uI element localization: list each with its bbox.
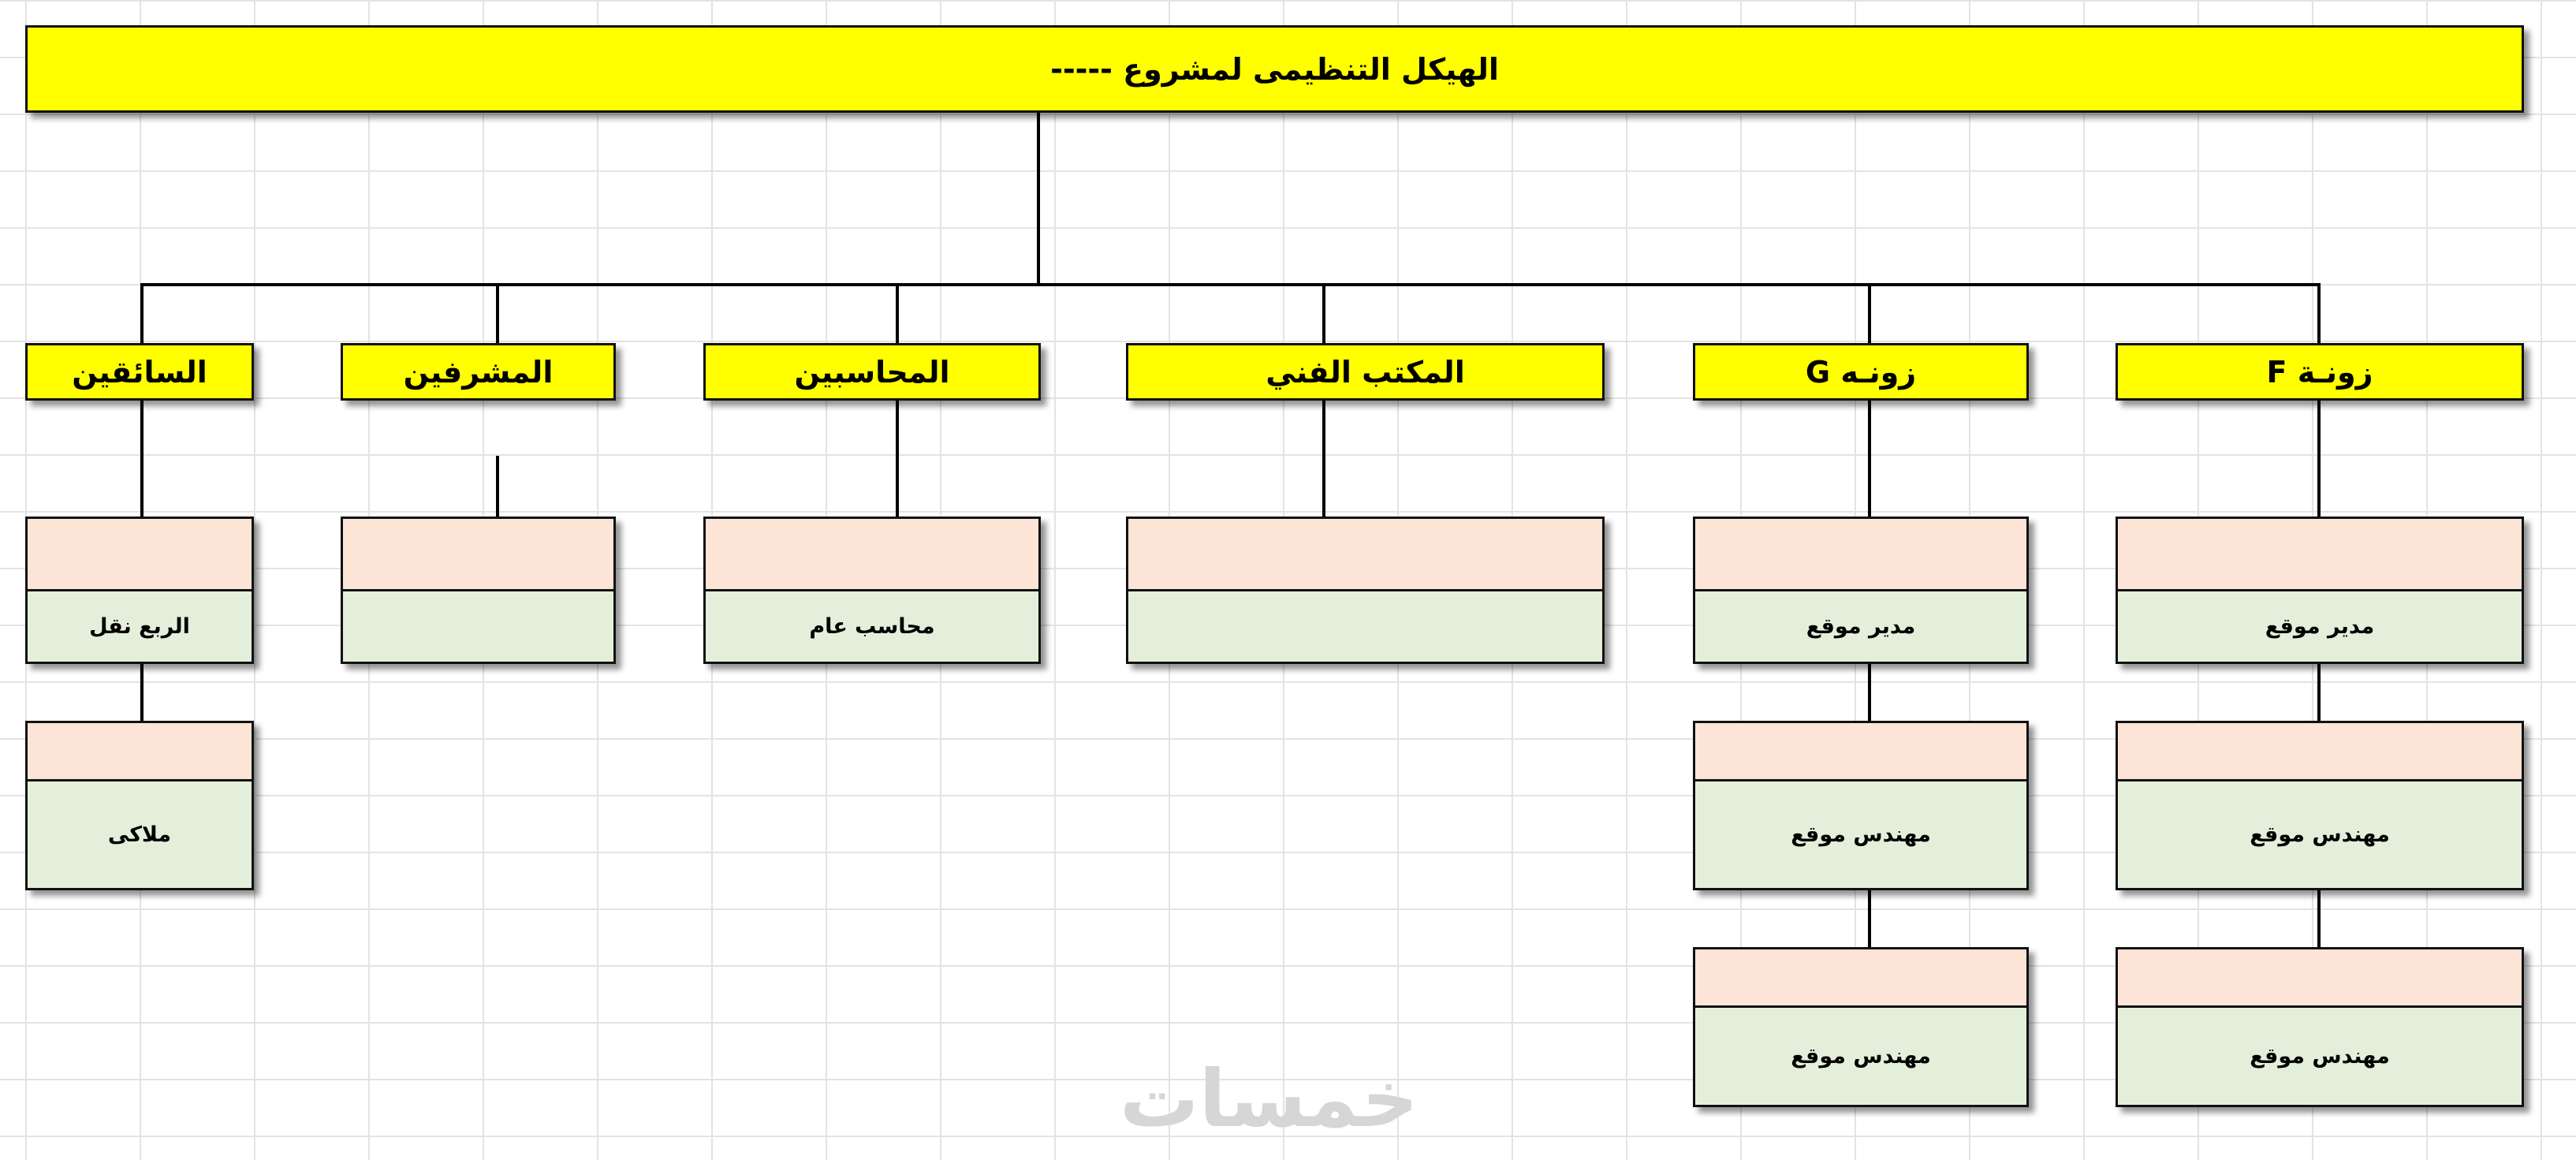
connector-line — [2317, 889, 2321, 947]
position-box — [1693, 947, 2029, 1107]
position-label: مهندس موقع — [1791, 1044, 1931, 1069]
position-box — [1693, 517, 2029, 664]
position-label: مهندس موقع — [2250, 822, 2390, 847]
position-label: محاسب عام — [809, 614, 935, 639]
connector-line — [2317, 283, 2321, 343]
position-box — [25, 517, 254, 664]
position-label: مدير موقع — [1806, 614, 1916, 639]
position-label — [1128, 591, 1602, 662]
department-header-zone-f: زونـة F — [2116, 343, 2524, 401]
department-header-zone-g: زونـه G — [1693, 343, 2029, 401]
position-label: مهندس موقع — [1791, 822, 1931, 847]
position-box-header — [1128, 519, 1602, 591]
position-label: مدير موقع — [2265, 614, 2375, 639]
connector-line — [896, 283, 899, 343]
department-header-drivers: السائقين — [25, 343, 254, 401]
position-box — [2116, 947, 2524, 1107]
position-box — [2116, 517, 2524, 664]
position-box-header — [343, 519, 613, 591]
position-label — [343, 591, 613, 662]
position-box — [1693, 721, 2029, 890]
connector-line — [1322, 401, 1325, 517]
position-box — [1126, 517, 1605, 664]
position-box — [341, 517, 616, 664]
position-box-header — [1695, 949, 2026, 1008]
position-box-header — [1695, 723, 2026, 781]
connector-line — [2317, 401, 2321, 517]
position-box — [25, 721, 254, 890]
department-header-technical-office: المكتب الفني — [1126, 343, 1605, 401]
position-box-header — [1695, 519, 2026, 591]
position-label: ملاكى — [107, 822, 172, 847]
position-box-header — [28, 723, 252, 781]
position-box-header — [706, 519, 1038, 591]
connector-line — [496, 456, 499, 517]
connector-line — [1868, 889, 1871, 947]
connector-line — [1868, 662, 1871, 721]
connector-line — [140, 401, 144, 517]
position-box — [2116, 721, 2524, 890]
connector-line — [2317, 662, 2321, 721]
connector-line — [140, 283, 144, 343]
position-label: الربع نقل — [89, 614, 190, 639]
connector-line — [1037, 113, 1040, 286]
connector-line — [1322, 283, 1325, 343]
department-header-accountants: المحاسبين — [703, 343, 1041, 401]
chart-title: الهيكل التنظيمى لمشروع ----- — [25, 25, 2524, 113]
position-label: مهندس موقع — [2250, 1044, 2390, 1069]
connector-line — [140, 662, 144, 721]
position-box-header — [28, 519, 252, 591]
connector-line — [1868, 401, 1871, 517]
connector-line — [1868, 283, 1871, 343]
connector-line — [496, 283, 499, 343]
connector-line — [896, 401, 899, 517]
department-header-supervisors: المشرفين — [341, 343, 616, 401]
position-box — [703, 517, 1041, 664]
position-box-header — [2118, 949, 2522, 1008]
connector-line — [140, 283, 2321, 286]
watermark-logo: خمسات — [1120, 1053, 1418, 1145]
position-box-header — [2118, 723, 2522, 781]
position-box-header — [2118, 519, 2522, 591]
